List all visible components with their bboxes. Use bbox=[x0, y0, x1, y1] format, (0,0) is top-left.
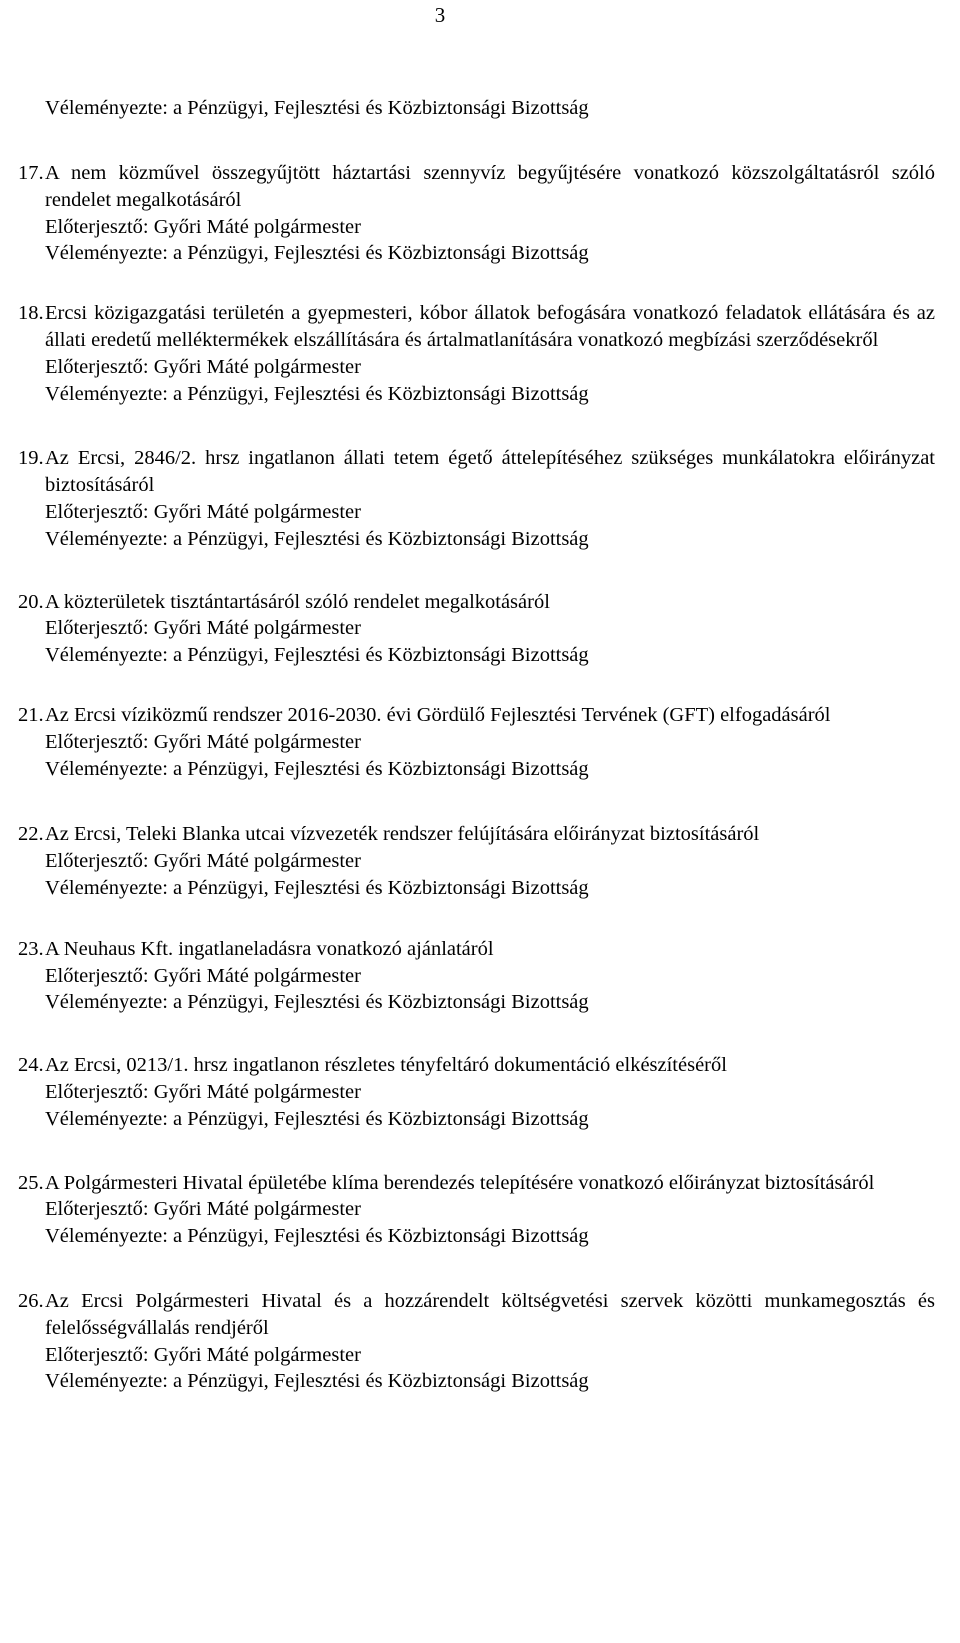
item-number: 22. bbox=[18, 823, 44, 846]
item-reviewer: Véleményezte: a Pénzügyi, Fejlesztési és Közbiztonsági Bizottság bbox=[45, 1107, 589, 1130]
item-reviewer: Véleményezte: a Pénzügyi, Fejlesztési és Közbiztonsági Bizottság bbox=[45, 1225, 589, 1248]
item-presenter: Előterjesztő: Győri Máté polgármester bbox=[45, 1198, 361, 1221]
item-reviewer: Véleményezte: a Pénzügyi, Fejlesztési és Közbiztonsági Bizottság bbox=[45, 242, 589, 265]
item-reviewer: Véleményezte: a Pénzügyi, Fejlesztési és Közbiztonsági Bizottság bbox=[45, 757, 589, 780]
item-title: A nem közművel összegyűjtött háztartási szennyvíz begyűjtésére vonatkozó közszolgáltatásról szóló rendelet megalkotásáról bbox=[45, 162, 935, 211]
agenda-item bbox=[18, 1288, 935, 1395]
agenda-item bbox=[18, 445, 935, 552]
agenda-item bbox=[18, 589, 935, 669]
item-number: 26. bbox=[18, 1289, 44, 1312]
item-presenter: Előterjesztő: Győri Máté polgármester bbox=[45, 1080, 361, 1103]
agenda-item bbox=[18, 936, 935, 1016]
item-number: 21. bbox=[18, 703, 44, 726]
page-number: 3 bbox=[434, 3, 446, 27]
item-presenter: Előterjesztő: Győri Máté polgármester bbox=[45, 355, 361, 378]
item-number: 19. bbox=[18, 447, 44, 470]
item-reviewer: Véleményezte: a Pénzügyi, Fejlesztési és Közbiztonsági Bizottság bbox=[45, 1370, 589, 1393]
item-presenter: Előterjesztő: Győri Máté polgármester bbox=[45, 617, 361, 640]
item-presenter: Előterjesztő: Győri Máté polgármester bbox=[45, 500, 361, 523]
item-presenter: Előterjesztő: Győri Máté polgármester bbox=[45, 1343, 361, 1366]
item-presenter: Előterjesztő: Győri Máté polgármester bbox=[45, 850, 361, 873]
agenda-item bbox=[18, 821, 935, 901]
item-title: Ercsi közigazgatási területén a gyepmesteri, kóbor állatok befogására vonatkozó feladatok ellátására és az állati eredetű melléktermékek elszállítására és ártalmatlanítására vonatkozó megbízási szerződésekről bbox=[45, 302, 935, 351]
item-title: Az Ercsi Polgármesteri Hivatal és a hozzárendelt költségvetési szervek közötti munkamegosztás és felelősségvállalás rendjéről bbox=[45, 1289, 935, 1339]
item-title: Az Ercsi, 2846/2. hrsz ingatlanon állati tetem égető áttelepítéséhez szükséges munkálatokra előirányzat biztosításáról bbox=[45, 447, 935, 497]
item-reviewer: Véleményezte: a Pénzügyi, Fejlesztési és Közbiztonsági Bizottság bbox=[45, 876, 589, 899]
item-title: A Polgármesteri Hivatal épületébe klíma berendezés telepítésére vonatkozó előirányzat biztosításáról bbox=[45, 1171, 875, 1194]
item-reviewer: Véleményezte: a Pénzügyi, Fejlesztési és Közbiztonsági Bizottság bbox=[45, 644, 589, 667]
agenda-item bbox=[18, 702, 935, 782]
agenda-item bbox=[18, 300, 935, 407]
agenda-item bbox=[18, 1170, 935, 1250]
item-reviewer: Véleményezte: a Pénzügyi, Fejlesztési és Közbiztonsági Bizottság bbox=[45, 991, 589, 1014]
item-title: Az Ercsi víziközmű rendszer 2016-2030. évi Gördülő Fejlesztési Tervének (GFT) elfogadásáról bbox=[45, 703, 831, 726]
item-number: 25. bbox=[18, 1171, 44, 1194]
item-presenter: Előterjesztő: Győri Máté polgármester bbox=[45, 215, 361, 238]
item-reviewer: Véleményezte: a Pénzügyi, Fejlesztési és Közbiztonsági Bizottság bbox=[45, 527, 589, 550]
agenda-item bbox=[18, 160, 935, 267]
previous-item-reviewer: Véleményezte: a Pénzügyi, Fejlesztési és Közbiztonsági Bizottság bbox=[45, 97, 589, 119]
item-number: 23. bbox=[18, 937, 44, 960]
item-title: A Neuhaus Kft. ingatlaneladásra vonatkozó ajánlatáról bbox=[45, 937, 494, 960]
item-presenter: Előterjesztő: Győri Máté polgármester bbox=[45, 964, 361, 987]
item-title: Az Ercsi, 0213/1. hrsz ingatlanon részletes tényfeltáró dokumentáció elkészítéséről bbox=[45, 1054, 727, 1077]
item-title: A közterületek tisztántartásáról szóló rendelet megalkotásáról bbox=[45, 590, 550, 613]
item-reviewer: Véleményezte: a Pénzügyi, Fejlesztési és Közbiztonsági Bizottság bbox=[45, 382, 589, 405]
agenda-list bbox=[18, 160, 960, 1395]
item-number: 18. bbox=[18, 302, 44, 325]
item-presenter: Előterjesztő: Győri Máté polgármester bbox=[45, 730, 361, 753]
agenda-item bbox=[18, 1052, 935, 1132]
item-title: Az Ercsi, Teleki Blanka utcai vízvezeték rendszer felújítására előirányzat biztosításáról bbox=[45, 823, 760, 846]
item-number: 24. bbox=[18, 1054, 44, 1077]
item-number: 17. bbox=[18, 162, 44, 184]
item-number: 20. bbox=[18, 590, 44, 613]
